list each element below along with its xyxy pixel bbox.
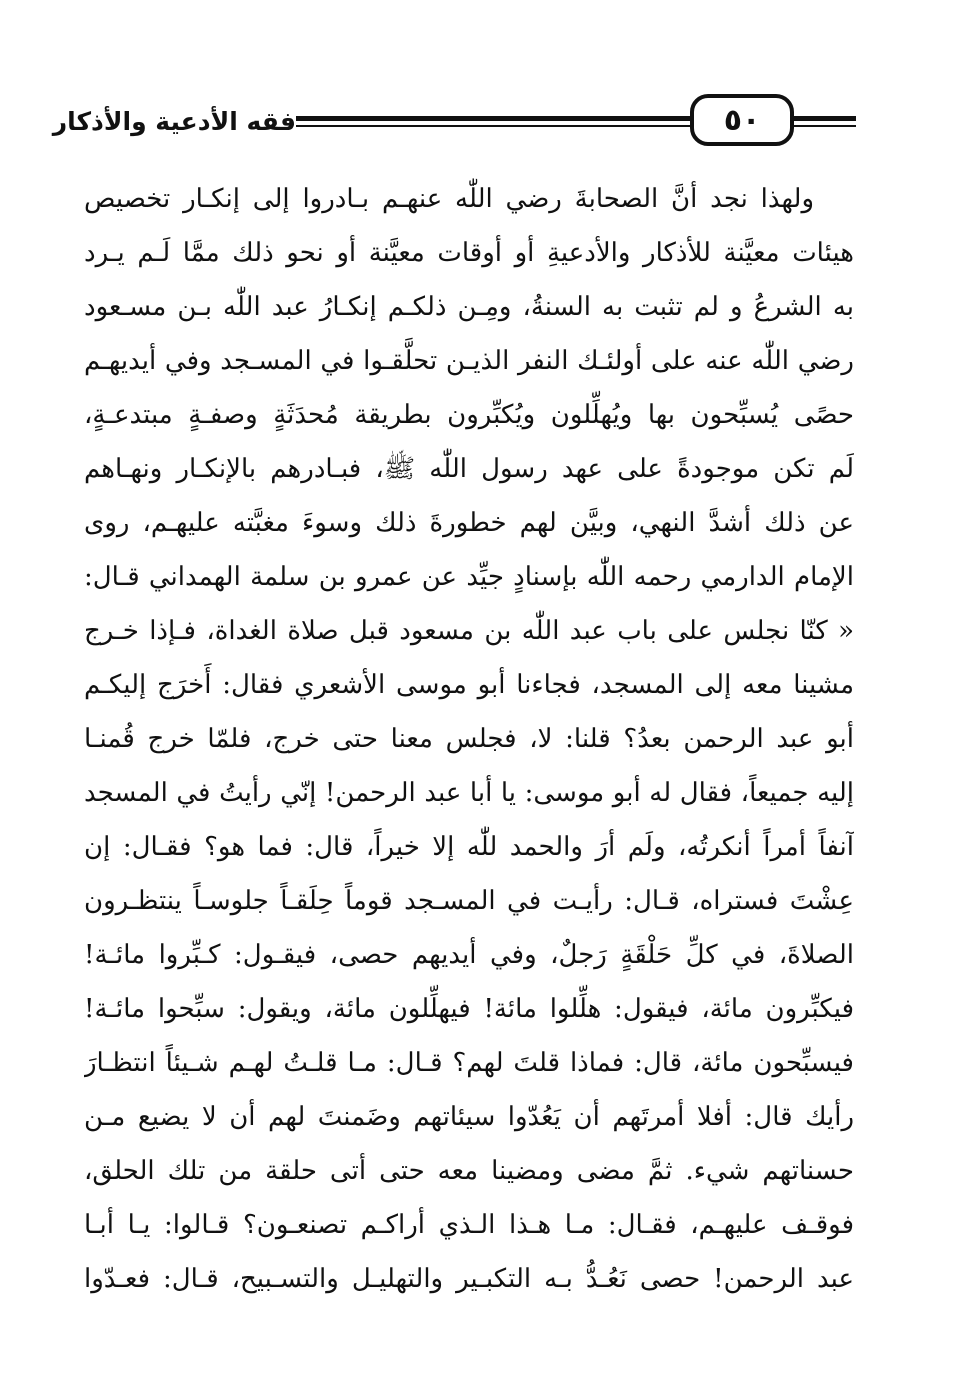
text-line: فوقـف عليهـم، فقـال: مـا هـذا الـذي أراكـم تصنعـون؟ قـالوا: يـا أبـا <box>84 1210 854 1240</box>
text-line: الصلاةَ، في كلِّ حَلْقَةٍ رَجلٌ، وفي أيديهم حصى، فيقـول: كـبِّروا مائـة! <box>84 940 854 970</box>
running-title: فقه الأدعية والأذكار <box>86 102 296 142</box>
page-number: ٥٠ <box>690 94 794 146</box>
text-line: حسناتهم شيء. ثمَّ مضى ومضينا معه حتى أتى حلقة من تلك الحلق، <box>84 1156 854 1186</box>
text-line: مشينا معه إلى المسجد، فجاءنا أبو موسى الأشعري فقال: أَخرَج إليكـم <box>84 670 854 700</box>
text-line: رضي اللّٰه عنه على أولئـك النفر الذيـن تحلَّقـوا في المسـجد وفي أيديهـم <box>84 346 854 376</box>
text-line: فيكبِّرون مائة، فيقول: هلِّلوا مائة! فيهلِّلون مائة، ويقول: سبِّحوا مائـة! <box>84 994 854 1024</box>
text-line: الإمام الدارمي رحمه اللّٰه بإسنادٍ جيِّد عن عمرو بن سلمة الهمداني قـال: <box>84 562 854 592</box>
text-line: لَم تكن موجودةً على عهد رسول اللّٰه ﷺ، فبـادرهم بالإنكـار ونهـاهم <box>84 454 854 484</box>
text-line: آنفاً أمراً أنكرتُه، ولَم أرَ والحمد للّٰه إلا خيراً، قال: فما هو؟ فقـال: إن <box>84 832 854 862</box>
text-line: رأيك قال: أفلا أمرتَهم أن يَعُدّوا سيئاتهم وضَمنتَ لهم أن لا يضيع مـن <box>84 1102 854 1132</box>
page-header <box>52 88 856 168</box>
text-line: عن ذلك أشدَّ النهي، وبيَّن لهم خطورةَ ذلك وسوءَ مغبَّته عليهـم، روى <box>84 508 854 538</box>
header-rule-thick-right <box>786 116 856 121</box>
text-line: عِشْتَ فستراه، قـال: رأيـت في المسـجد قوماً حِلَقـاً جلوسـاً ينتظـرون <box>84 886 854 916</box>
text-line: ولهذا نجد أنَّ الصحابةَ رضي اللّٰه عنهـم بـادروا إلى إنكـار تخصيص <box>84 184 814 214</box>
text-line: فيسبِّحون مائة، قال: فماذا قلتَ لهم؟ قـال: مـا قلـتُ لهـم شـيئاً انتظـارَ <box>84 1048 854 1078</box>
header-rule-thin-right <box>786 125 856 127</box>
text-line: إليه جميعاً، فقال له أبو موسى: يا أبا عبد الرحمن! إنّي رأيتُ في المسجد <box>84 778 854 808</box>
text-line: حصًى يُسبِّحون بها ويُهلِّلون ويُكبِّرون بطريقة مُحدَثَةٍ وصفـةٍ مبتدعـةٍ، <box>84 400 854 430</box>
text-line: عبد الرحمن! حصى نَعُـدُّ بـه التكبـير والتهليـل والتسـبيح، قـال: فعـدّوا <box>84 1264 854 1294</box>
text-line: به الشرعُ و لم تثبت به السنةُ، ومِـن ذلكـم إنكـارُ عبد اللّٰه بـن مسـعود <box>84 292 854 322</box>
text-line: « كنّا نجلس على باب عبد اللّٰه بن مسعود قبل صلاة الغداة، فـإذا خـرج <box>84 616 854 646</box>
text-line: أبو عبد الرحمن بعدُ؟ قلنا: لا، فجلس معنا حتى خرج، فلمّا خرج قُمنـا <box>84 724 854 754</box>
text-line: هيئات معيَّنة للأذكار والأدعيةِ أو أوقات معيَّنة أو نحو ذلك ممَّا لَـم يـرد <box>84 238 854 268</box>
body-text <box>84 172 854 1306</box>
